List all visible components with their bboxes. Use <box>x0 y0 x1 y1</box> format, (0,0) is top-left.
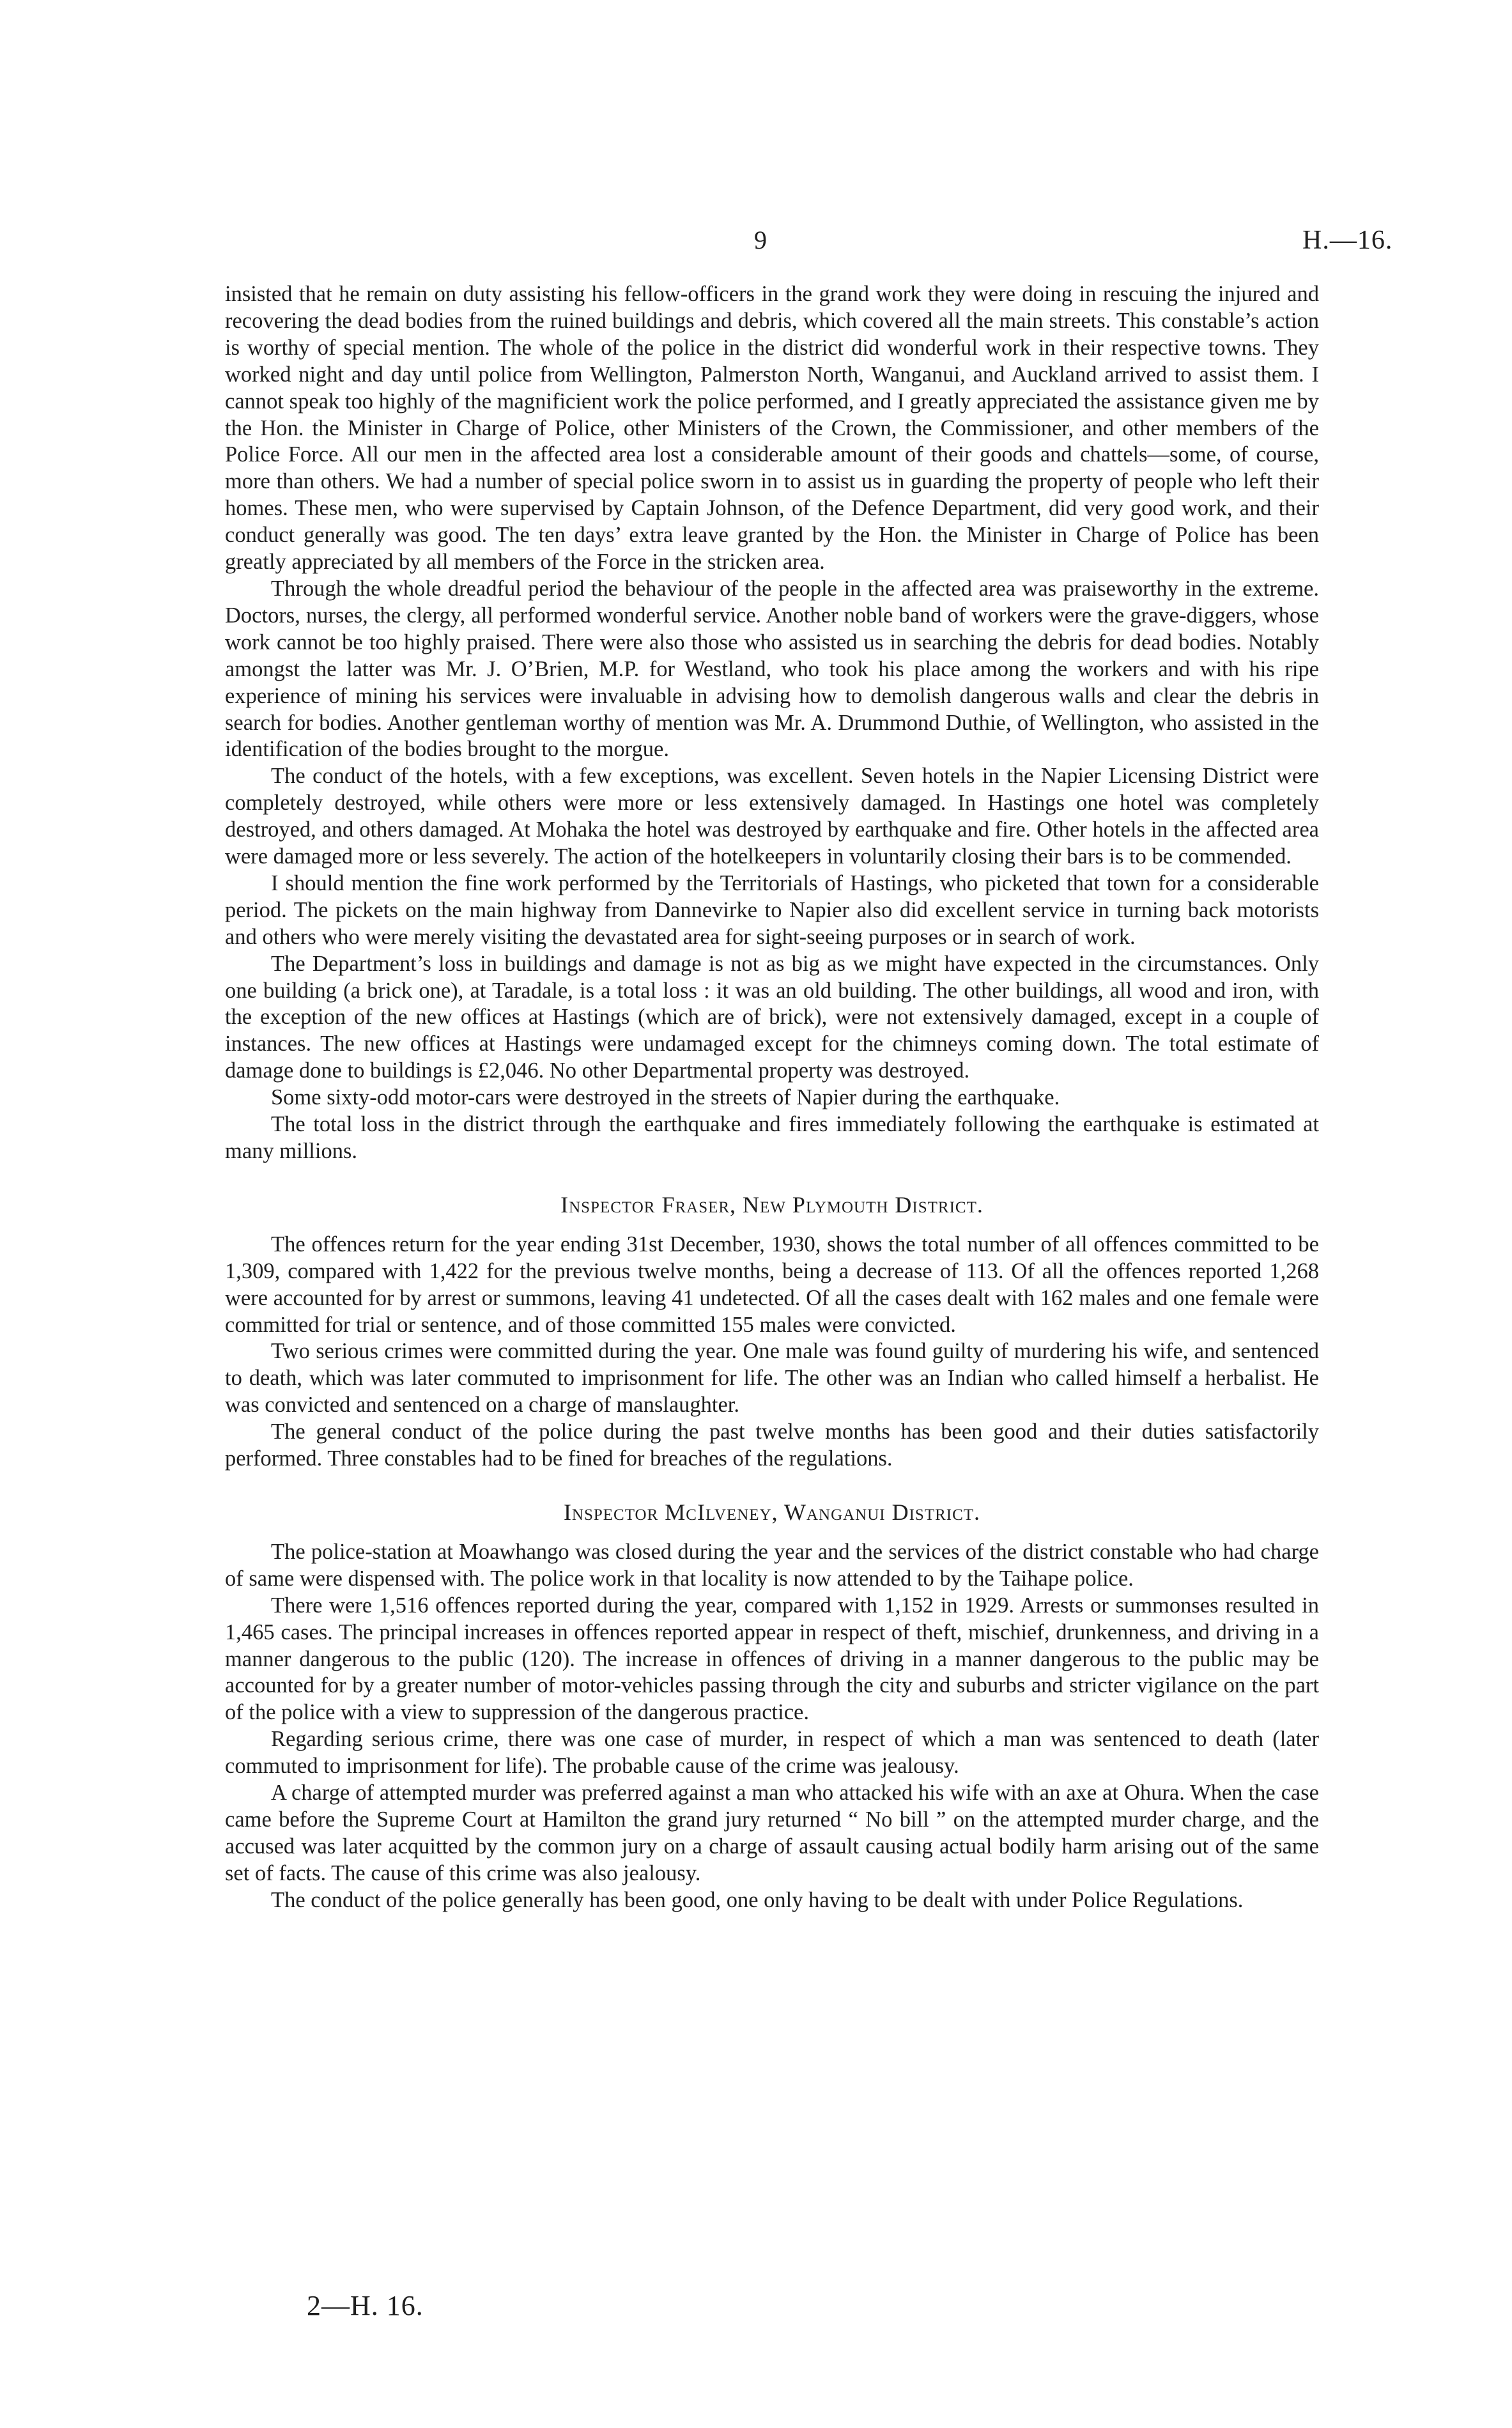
paragraph: Two serious crimes were committed during the year. One male was found guilty of murdering his wife, and sentenced to death, which was later commuted to imprisonment for life. The other was an Indian who called himself a herbalist. He was convicted and sentenced on a charge of manslaughter. <box>225 1339 1319 1418</box>
section-heading-wanganui: Inspector McIlveney, Wanganui District. <box>563 1499 981 1525</box>
paragraph: Some sixty-odd motor-cars were destroyed in the streets of Napier during the earthquake. <box>271 1085 1060 1110</box>
paragraph: The offences return for the year ending 31st December, 1930, shows the total number of all offences committed to be 1,309, compared with 1,422 for the previous twelve months, being a decrease of 113. Of all the offences reported 1,268 were accounted for by arrest or summons, leaving 41 undetected. Of all the cases dealt with 162 males and one female were committed for trial or sentence, and of those committed 155 males were convicted. <box>225 1232 1319 1337</box>
paragraph: There were 1,516 offences reported during the year, compared with 1,152 in 1929. Arrests or summonses resulted in 1,465 cases. The principal increases in offences reported appear in respect of theft, mischief, drunkenness, and driving in a manner dangerous to the public (120). The increase in offences of driving in a manner dangerous to the public may be accounted for by a greater number of motor-vehicles passing through the city and suburbs and stricter vigilance on the part of the police with a view to suppression of the dangerous practice. <box>225 1593 1319 1725</box>
paragraph: A charge of attempted murder was preferred against a man who attacked his wife with an axe at Ohura. When the case came before the Supreme Court at Hamilton the grand jury returned “ No bill ” on the attempted murder charge, and the accused was later acquitted by the common jury on a charge of assault causing actual bodily harm arising out of the same set of facts. The cause of this crime was also jealousy. <box>225 1781 1319 1885</box>
page-number: 9 <box>754 226 767 254</box>
document-reference: H.—16. <box>1302 226 1393 255</box>
paragraph: insisted that he remain on duty assisting his fellow-officers in the grand work they were doing in rescuing the injured and recovering the dead bodies from the ruined buildings and debris, which covered all the main streets. This constable’s action is worthy of special mention. The whole of the police in the district did wonderful work in their respective towns. They worked night and day until police from Wellington, Palmerston North, Wanganui, and Auckland arrived to assist them. I cannot speak too highly of the magnificient work the police performed, and I greatly appreciated the assistance given me by the Hon. the Minister in Charge of Police, other Ministers of the Crown, the Commissioner, and other members of the Police Force. All our men in the affected area lost a considerable amount of their goods and chattels—some, of course, more than others. We had a number of special police sworn in to assist us in guarding the property of people who left their homes. These men, who were supervised by Captain Johnson, of the Defence Department, did very good work, and their conduct generally was good. The ten days’ extra leave granted by the Hon. the Minister in Charge of Police has been greatly appreciated by all members of the Force in the stricken area. <box>225 282 1319 575</box>
paragraph: The Department’s loss in buildings and damage is not as big as we might have expected in the circumstances. Only one building (a brick one), at Taradale, is a total loss : it was an old building. The other buildings, all wood and iron, with the exception of the new offices at Hastings (which are of brick), were not extensively damaged, except in a couple of instances. The new offices at Hastings were undamaged except for the chimneys coming down. The total estimate of damage done to buildings is £2,046. No other Departmental property was destroyed. <box>225 951 1319 1083</box>
footer-signature: 2—H. 16. <box>307 2290 424 2321</box>
paragraph: Regarding serious crime, there was one case of murder, in respect of which a man was sentenced to death (later commuted to imprisonment for life). The probable cause of the crime was jealousy. <box>225 1727 1319 1779</box>
paragraph: Through the whole dreadful period the behaviour of the people in the affected area was praiseworthy in the extreme. Doctors, nurses, the clergy, all performed wonderful service. Another noble band of workers were the grave-diggers, whose work cannot be too highly praised. There were also those who assisted us in searching the debris for dead bodies. Notably amongst the latter was Mr. J. O’Brien, M.P. for Westland, who took his place among the workers and with his ripe experience of mining his services were invaluable in advising how to demolish dangerous walls and clear the debris in search for bodies. Another gentleman worthy of mention was Mr. A. Drummond Duthie, of Wellington, who assisted in the identification of the bodies brought to the morgue. <box>225 576 1319 762</box>
paragraph: The conduct of the police generally has been good, one only having to be dealt with under Police Regulations. <box>271 1887 1244 1912</box>
section-heading-new-plymouth: Inspector Fraser, New Plymouth District. <box>560 1191 984 1218</box>
paragraph: The general conduct of the police during the past twelve months has been good and their duties satisfactorily performed. Three constables had to be fined for breaches of the regulations. <box>225 1419 1319 1471</box>
paragraph: The police-station at Moawhango was closed during the year and the services of the district constable who had charge of same were dispensed with. The police work in that locality is now attended to by the Taihape police. <box>225 1539 1319 1591</box>
paragraph: The total loss in the district through the earthquake and fires immediately following the earthquake is estimated at many millions. <box>225 1112 1319 1163</box>
body-text <box>225 281 1319 1914</box>
paragraph: The conduct of the hotels, with a few exceptions, was excellent. Seven hotels in the Napier Licensing District were completely destroyed, while others were more or less extensively damaged. In Hastings one hotel was completely destroyed, and others damaged. At Mohaka the hotel was destroyed by earthquake and fire. Other hotels in the affected area were damaged more or less severely. The action of the hotelkeepers in voluntarily closing their bars is to be commended. <box>225 764 1319 869</box>
paragraph: I should mention the fine work performed by the Territorials of Hastings, who picketed that town for a considerable period. The pickets on the main highway from Dannevirke to Napier also did excellent service in turning back motorists and others who were merely visiting the devastated area for sight-seeing purposes or in search of work. <box>225 870 1319 949</box>
